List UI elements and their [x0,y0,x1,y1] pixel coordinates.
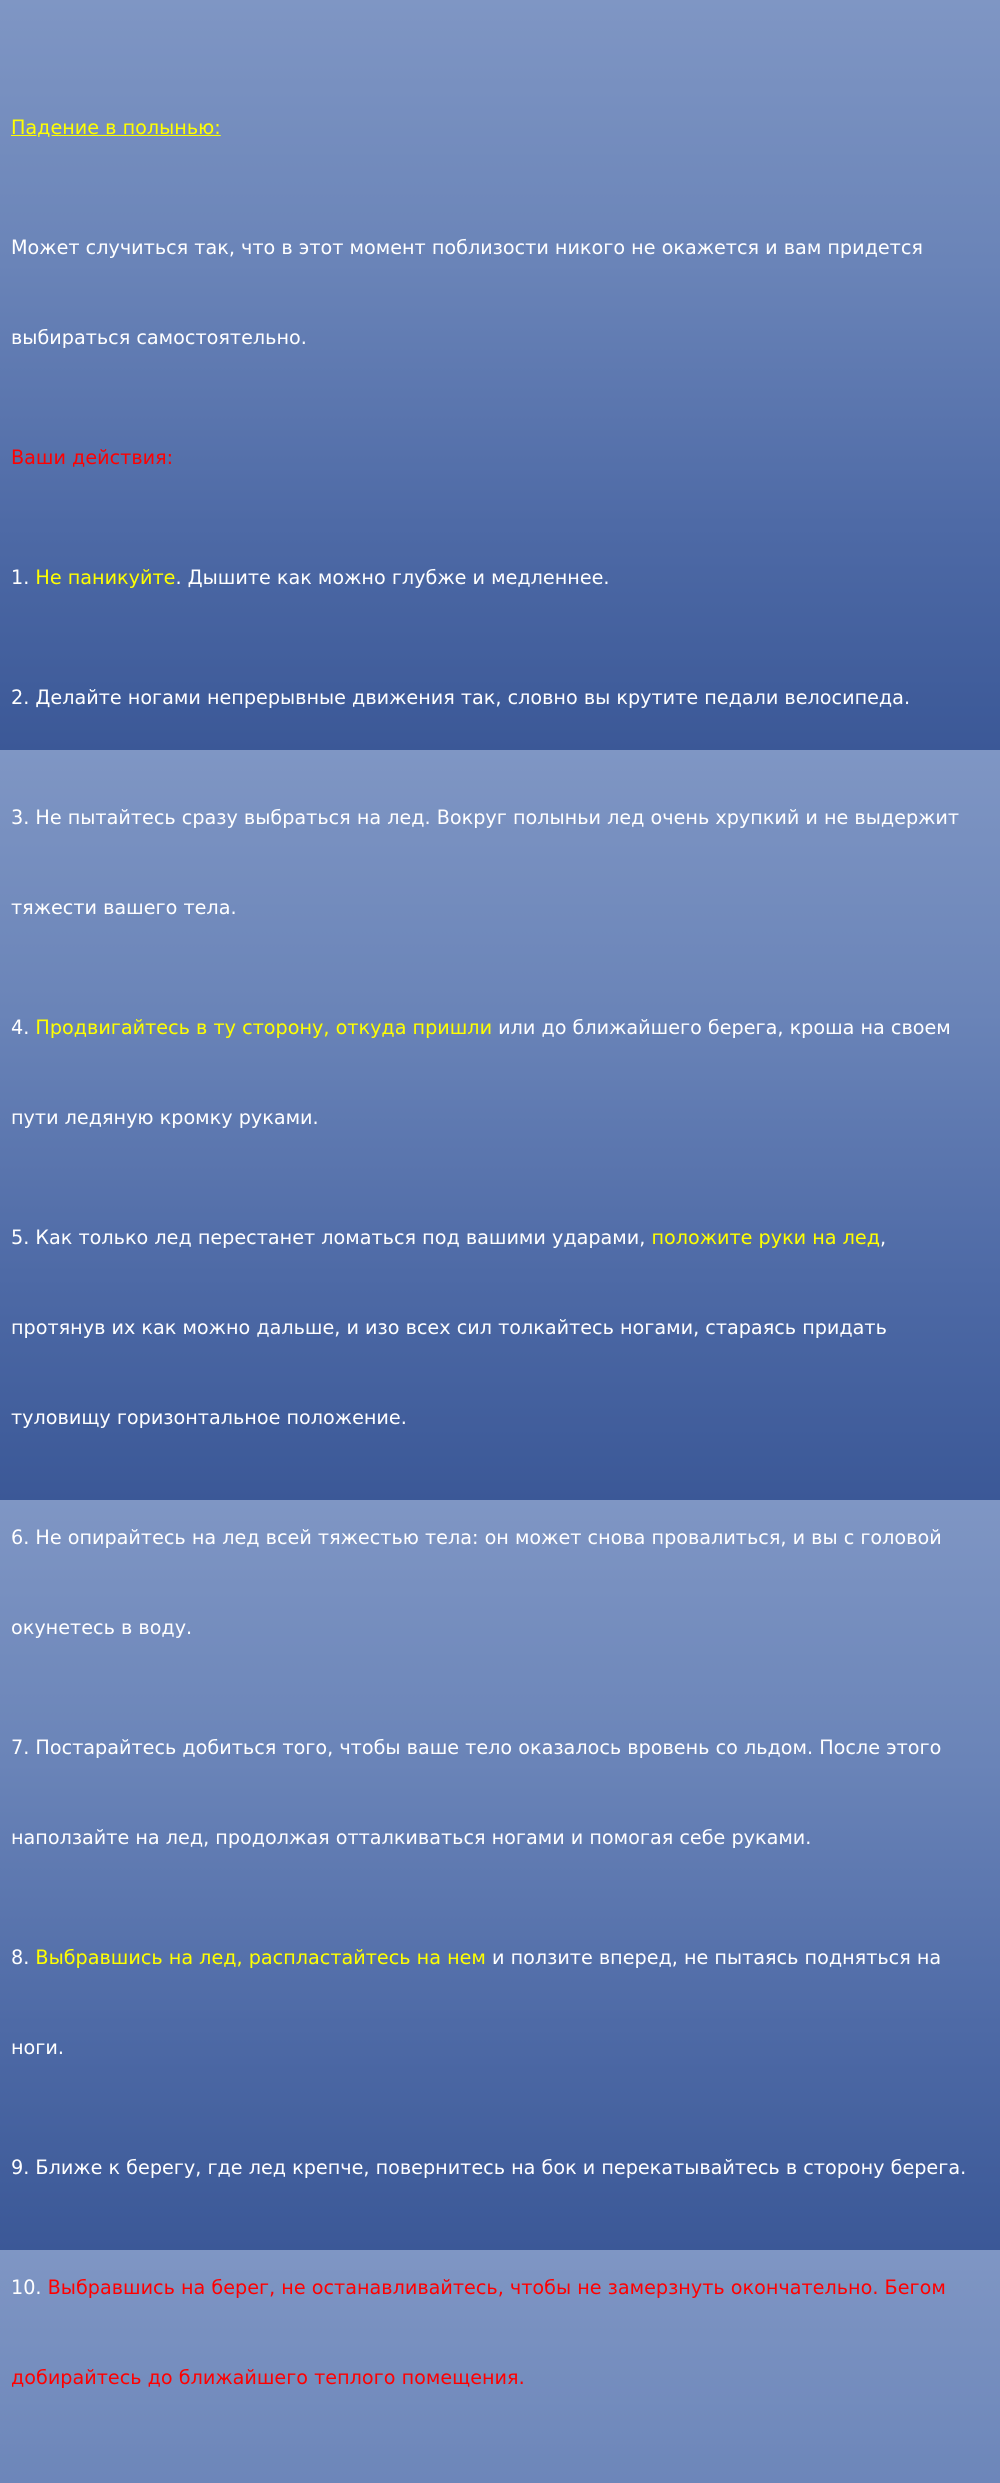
item-6-line-2: окунетесь в воду. [11,1616,193,1639]
item-9: 9. Ближе к берегу, где лед крепче, повернитесь на бок и перекатывайтесь в сторону берега. [11,2156,967,2179]
item-5-pre: 5. Как только лед перестанет ломаться под вашими ударами, [11,1226,652,1249]
slide-text-block [11,23,993,2483]
item-5-line-1 [11,1223,993,1253]
intro-line-2: выбираться самостоятельно. [11,326,307,349]
item-8-highlight: Выбравшись на лед, распластайтесь на нем [35,1946,486,1969]
item-10-line-2: добирайтесь до ближайшего теплого помещения. [11,2366,525,2389]
item-7-line-1: 7. Постарайтесь добиться того, чтобы ваше тело оказалось вровень со льдом. После этого [11,1736,942,1759]
item-3-line-2: тяжести вашего тела. [11,896,237,919]
item-8-line-1 [11,1943,993,1973]
item-4-number: 4. [11,1016,36,1039]
intro-line-1: Может случиться так, что в этот момент поблизости никого не окажется и вам придется [11,236,923,259]
item-1-number: 1. [11,566,36,589]
item-1-highlight: Не паникуйте [35,566,176,589]
item-4-line-1 [11,1013,993,1043]
item-10-line-1 [11,2273,993,2303]
item-8-rest: и ползите вперед, не пытаясь подняться на [485,1946,942,1969]
item-10-number: 10. [11,2276,48,2299]
item-8-line-2: ноги. [11,2036,64,2059]
item-3-line-1: 3. Не пытайтесь сразу выбраться на лед. Вокруг полыньи лед очень хрупкий и не выдержит [11,806,960,829]
item-8-number: 8. [11,1946,36,1969]
item-1-rest: . Дышите как можно глубже и медленнее. [175,566,610,589]
item-4-rest: или до ближайшего берега, кроша на своем [492,1016,951,1039]
item-5-line-2: протянув их как можно дальше, и изо всех сил толкайтесь ногами, стараясь придать [11,1316,887,1339]
item-5-post: , [880,1226,887,1249]
item-5-highlight: положите руки на лед [651,1226,880,1249]
item-5-line-3: туловищу горизонтальное положение. [11,1406,407,1429]
item-1 [11,563,993,593]
item-4-highlight: Продвигайтесь в ту сторону, откуда пришли [35,1016,493,1039]
item-4-line-2: пути ледяную кромку руками. [11,1106,319,1129]
actions-title: Ваши действия: [11,446,174,469]
item-6-line-1: 6. Не опирайтесь на лед всей тяжестью тела: он может снова провалиться, и вы с головой [11,1526,942,1549]
item-7-line-2: наползайте на лед, продолжая отталкиваться ногами и помогая себе руками. [11,1826,812,1849]
item-2: 2. Делайте ногами непрерывные движения так, словно вы крутите педали велосипеда. [11,686,911,709]
item-10-highlight: Выбравшись на берег, не останавливайтесь, чтобы не замерзнуть окончательно. Бегом [47,2276,946,2299]
heading: Падение в полынью: [11,116,221,139]
